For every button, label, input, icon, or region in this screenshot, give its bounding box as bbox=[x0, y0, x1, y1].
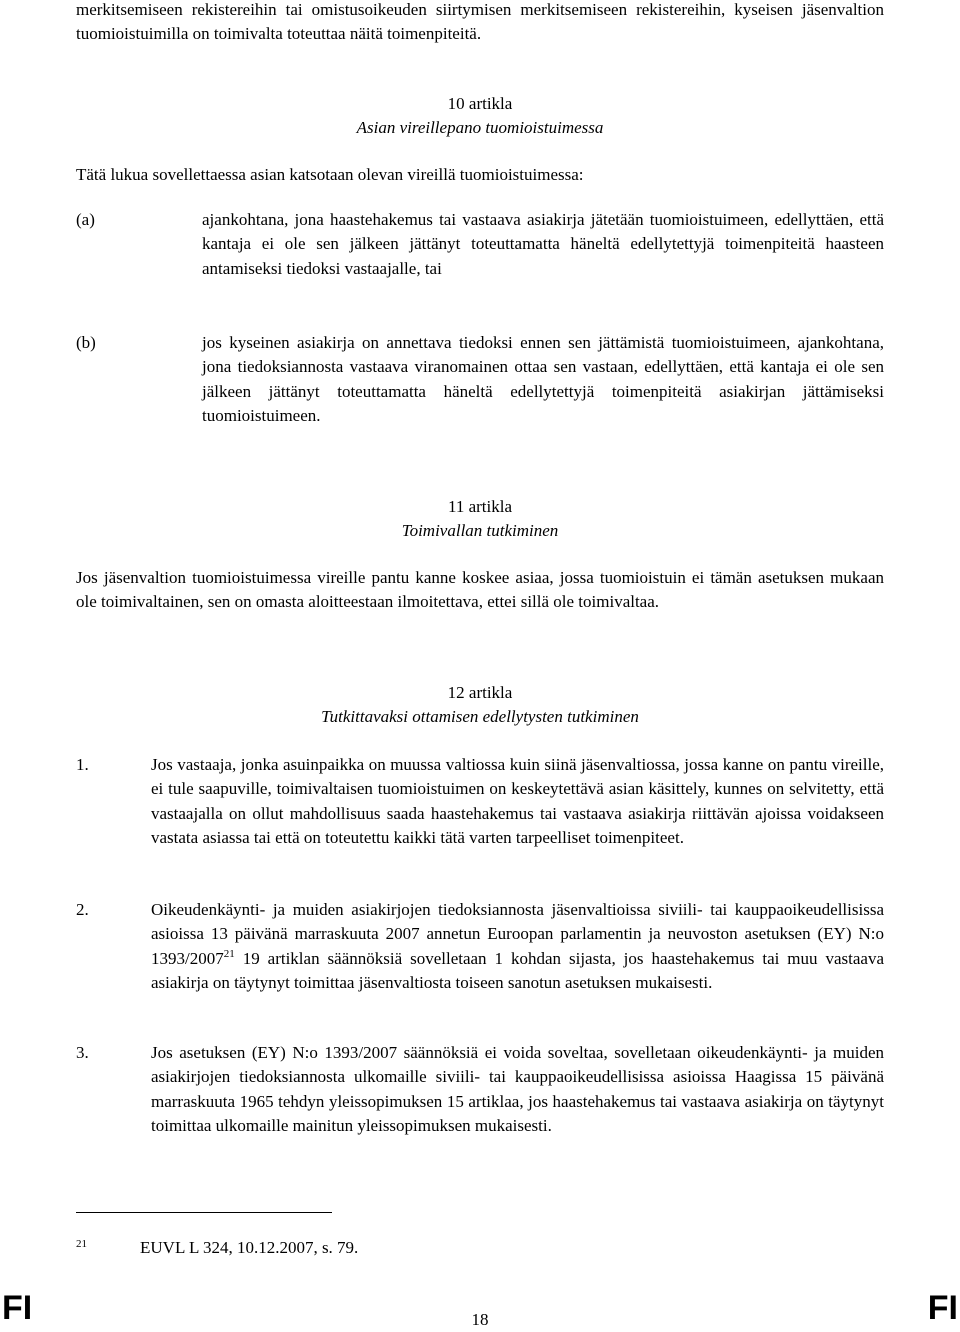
item-text-after: 19 artiklan säännöksiä sovelletaan 1 kohdan sijasta, jos haastehakemus tai muu vastaava asiakirja on täytynyt toimittaa jäsenvaltiosta toiseen sanotun asetuksen mukaisesti. bbox=[151, 948, 884, 993]
article-10-title: Asian vireillepano tuomioistuimessa bbox=[356, 118, 604, 138]
item-marker: (a) bbox=[76, 210, 95, 229]
item-marker: 3. bbox=[76, 1043, 89, 1062]
footnote-text: EUVL L 324, 10.12.2007, s. 79. bbox=[140, 1238, 359, 1257]
footnote-reference[interactable]: 21 bbox=[223, 947, 235, 960]
item-text-before: Oikeudenkäynti- ja muiden asiakirjojen tiedoksiannosta jäsenvaltioissa siviili- tai kauppaoikeudellisissa asioissa 13 päivänä marraskuuta 2007 annetun Euroopan parlamentin ja neuvoston asetuksen (EY) N:o 1393/2007 bbox=[151, 900, 884, 968]
article-12-heading bbox=[76, 681, 884, 730]
article-12-number: 12 artikla bbox=[447, 683, 513, 702]
item-text: jos kyseinen asiakirja on annettava tiedoksi ennen sen jättämistä tuomioistuimeen, ajankohtana, jona tiedoksiannosta vastaava viranomainen ottaa sen vastaan, edellyttäen, että kantaja ei ole sen jälkeen jättänyt toteuttamatta häneltä edellytettyjä toimenpiteitä asiakirjan jättämiseksi tuomioistuimeen. bbox=[202, 333, 884, 426]
page-number: 18 bbox=[471, 1310, 489, 1329]
article-10-item-a bbox=[76, 208, 884, 281]
article-11-number: 11 artikla bbox=[447, 497, 513, 516]
article-10-number: 10 artikla bbox=[447, 94, 513, 113]
item-text: Jos vastaaja, jonka asuinpaikka on muussa valtiossa kuin siinä jäsenvaltiossa, jossa kanne on pantu vireille, ei tule saapuville, toimivaltaisen tuomioistuimen on keskeytettävä asian käsittely, kunnes on selvitetty, että vastaajalla on ollut mahdollisuus saada haastehakemus tai vastaava asiakirja riittävän ajoissa voidakseen vastata asiassa tai että on toteutettu kaikki tätä varten tarpeelliset toimenpiteet. bbox=[151, 755, 884, 848]
article-11-heading bbox=[76, 495, 884, 544]
article-12-item-3 bbox=[76, 1041, 884, 1139]
item-marker: 2. bbox=[76, 900, 89, 919]
footnote-divider bbox=[76, 1212, 332, 1213]
item-text bbox=[151, 898, 884, 996]
article-11-paragraph: Jos jäsenvaltion tuomioistuimessa vireille pantu kanne koskee asiaa, jossa tuomioistuin ei tämän asetuksen mukaan ole toimivaltainen, sen on omasta aloitteestaan ilmoitettava, ettei sillä ole toimivaltaa. bbox=[76, 568, 884, 612]
article-10-item-b bbox=[76, 331, 884, 429]
footer-language-left: FI bbox=[2, 1289, 33, 1327]
article-10-heading bbox=[76, 92, 884, 141]
article-12-item-1 bbox=[76, 753, 884, 851]
item-text: ajankohtana, jona haastehakemus tai vastaava asiakirja jätetään tuomioistuimeen, edellyttäen, että kantaja ei ole sen jälkeen jättänyt toteuttamatta häneltä edellytettyjä toimenpiteitä haasteen antamiseksi tiedoksi vastaajalle, tai bbox=[202, 210, 884, 278]
article-10-lead: Tätä lukua sovellettaessa asian katsotaan olevan vireillä tuomioistuimessa: bbox=[76, 165, 584, 184]
footer-language-right: FI bbox=[927, 1289, 958, 1327]
footnote-number: 21 bbox=[76, 1238, 87, 1250]
intro-paragraph: merkitsemiseen rekistereihin tai omistusoikeuden siirtymisen merkitsemiseen rekistereihin, kyseisen jäsenvaltion tuomioistuimilla on toimivalta toteuttaa näitä toimenpiteitä. bbox=[76, 0, 884, 44]
article-12-item-2 bbox=[76, 898, 884, 996]
article-12-title: Tutkittavaksi ottamisen edellytysten tutkiminen bbox=[321, 707, 639, 727]
article-11-title: Toimivallan tutkiminen bbox=[401, 521, 559, 541]
item-marker: 1. bbox=[76, 755, 89, 774]
item-marker: (b) bbox=[76, 333, 96, 352]
item-text: Jos asetuksen (EY) N:o 1393/2007 säännöksiä ei voida soveltaa, sovelletaan oikeudenkäynti- ja muiden asiakirjojen tiedoksiannosta ulkomaille siviili- tai kauppaoikeudellisissa asioissa Haagissa 15 päivänä marraskuuta 1965 tehdyn yleissopimuksen 15 artiklaa, jos haastehakemus tai vastaava asiakirja on täytynyt toimittaa ulkomaille mainitun yleissopimuksen mukaisesti. bbox=[151, 1043, 884, 1136]
